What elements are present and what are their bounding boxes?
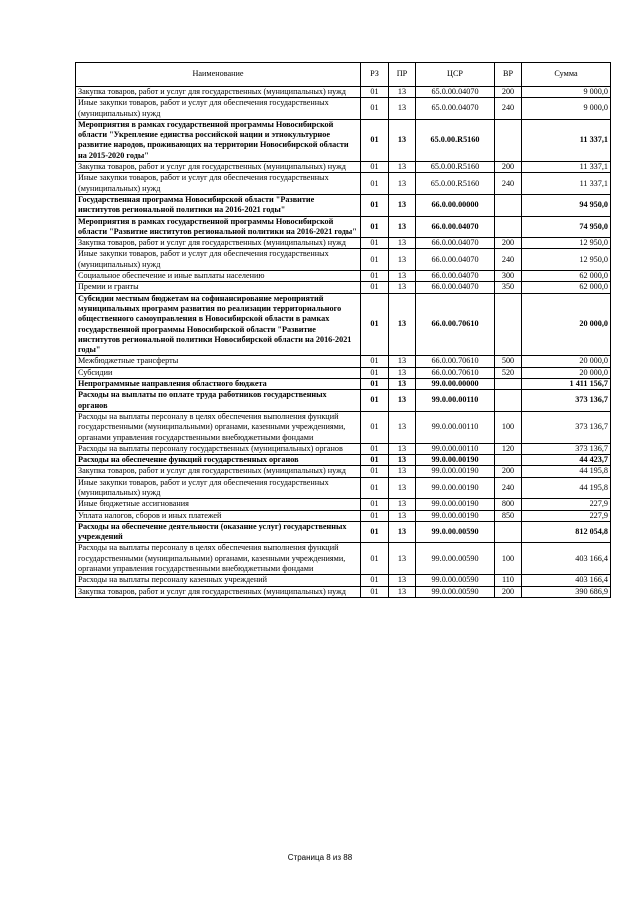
cell-rz: 01 <box>361 477 389 499</box>
table-row <box>76 271 611 282</box>
table-row <box>76 477 611 499</box>
cell-vr: 240 <box>495 249 522 271</box>
cell-pr: 13 <box>389 238 416 249</box>
cell-csr: 99.0.00.00000 <box>416 379 495 390</box>
cell-name: Субсидии местным бюджетам на софинансирование мероприятий муниципальных программ развития по реализации территориального общественного самоуправления в Новосибирской области в рамках государственной программы Новосибирской области "Развитие институтов региональной политики Новосибирской области на 2016-2021 годы" <box>76 293 361 356</box>
cell-name: Закупка товаров, работ и услуг для государственных (муниципальных) нужд <box>76 238 361 249</box>
cell-csr: 66.0.00.04070 <box>416 271 495 282</box>
cell-rz: 01 <box>361 379 389 390</box>
table-header-row <box>76 63 611 87</box>
cell-csr: 99.0.00.00110 <box>416 411 495 443</box>
cell-sum: 20 000,0 <box>522 367 611 378</box>
cell-name: Премии и гранты <box>76 282 361 293</box>
cell-name: Государственная программа Новосибирской области "Развитие институтов региональной политики на 2016-2021 годы" <box>76 194 361 216</box>
cell-vr: 100 <box>495 411 522 443</box>
cell-rz: 01 <box>361 249 389 271</box>
cell-sum: 373 136,7 <box>522 390 611 412</box>
cell-rz: 01 <box>361 575 389 586</box>
cell-sum: 403 166,4 <box>522 575 611 586</box>
table-row <box>76 443 611 454</box>
cell-csr: 65.0.00.R5160 <box>416 119 495 161</box>
table-row <box>76 238 611 249</box>
cell-vr: 240 <box>495 477 522 499</box>
cell-sum: 11 337,1 <box>522 162 611 173</box>
cell-csr: 66.0.00.04070 <box>416 238 495 249</box>
cell-csr: 99.0.00.00110 <box>416 390 495 412</box>
cell-vr: 200 <box>495 586 522 597</box>
table-row <box>76 216 611 238</box>
cell-rz: 01 <box>361 271 389 282</box>
cell-csr: 99.0.00.00190 <box>416 510 495 521</box>
table-row <box>76 293 611 356</box>
cell-sum: 12 950,0 <box>522 249 611 271</box>
cell-sum: 1 411 156,7 <box>522 379 611 390</box>
cell-rz: 01 <box>361 194 389 216</box>
cell-pr: 13 <box>389 271 416 282</box>
cell-name: Расходы на обеспечение деятельности (оказание услуг) государственных учреждений <box>76 521 361 543</box>
cell-csr: 99.0.00.00590 <box>416 575 495 586</box>
cell-csr: 99.0.00.00190 <box>416 455 495 466</box>
table-row <box>76 379 611 390</box>
cell-pr: 13 <box>389 216 416 238</box>
cell-pr: 13 <box>389 499 416 510</box>
cell-pr: 13 <box>389 543 416 575</box>
cell-pr: 13 <box>389 162 416 173</box>
cell-csr: 99.0.00.00190 <box>416 499 495 510</box>
cell-vr: 200 <box>495 466 522 477</box>
cell-sum: 44 423,7 <box>522 455 611 466</box>
cell-pr: 13 <box>389 466 416 477</box>
cell-sum: 403 166,4 <box>522 543 611 575</box>
cell-sum: 74 950,0 <box>522 216 611 238</box>
cell-vr <box>495 379 522 390</box>
cell-name: Субсидии <box>76 367 361 378</box>
cell-csr: 66.0.00.04070 <box>416 216 495 238</box>
page-footer: Страница 8 из 88 <box>287 853 353 862</box>
cell-pr: 13 <box>389 510 416 521</box>
table-row <box>76 521 611 543</box>
cell-rz: 01 <box>361 466 389 477</box>
cell-pr: 13 <box>389 367 416 378</box>
cell-sum: 94 950,0 <box>522 194 611 216</box>
cell-vr: 200 <box>495 238 522 249</box>
cell-pr: 13 <box>389 173 416 195</box>
cell-name: Непрограммные направления областного бюджета <box>76 379 361 390</box>
cell-rz: 01 <box>361 87 389 98</box>
cell-csr: 99.0.00.00190 <box>416 466 495 477</box>
cell-rz: 01 <box>361 282 389 293</box>
cell-vr: 200 <box>495 162 522 173</box>
cell-pr: 13 <box>389 411 416 443</box>
cell-pr: 13 <box>389 575 416 586</box>
cell-name: Расходы на выплаты персоналу в целях обеспечения выполнения функций государственными (муниципальными) органами, казенными учреждениями, органами управления государственными внебюджетными фондами <box>76 411 361 443</box>
cell-sum: 44 195,8 <box>522 466 611 477</box>
table-row <box>76 367 611 378</box>
cell-name: Уплата налогов, сборов и иных платежей <box>76 510 361 521</box>
cell-name: Мероприятия в рамках государственной программы Новосибирской области "Укрепление единства российской нации и этнокультурное развитие народов, проживающих на территории Новосибирской области на 2015-2020 годы" <box>76 119 361 161</box>
cell-vr: 120 <box>495 443 522 454</box>
cell-csr: 99.0.00.00190 <box>416 477 495 499</box>
header-name: Наименование <box>76 63 361 87</box>
cell-rz: 01 <box>361 499 389 510</box>
cell-pr: 13 <box>389 390 416 412</box>
cell-name: Расходы на обеспечение функций государственных органов <box>76 455 361 466</box>
table-row <box>76 586 611 597</box>
cell-name: Расходы на выплаты по оплате труда работников государственных органов <box>76 390 361 412</box>
cell-vr: 850 <box>495 510 522 521</box>
header-rz: РЗ <box>361 63 389 87</box>
cell-sum: 812 054,8 <box>522 521 611 543</box>
cell-name: Иные закупки товаров, работ и услуг для обеспечения государственных (муниципальных) нужд <box>76 173 361 195</box>
table-row <box>76 466 611 477</box>
cell-sum: 9 000,0 <box>522 87 611 98</box>
cell-vr: 300 <box>495 271 522 282</box>
cell-csr: 99.0.00.00590 <box>416 521 495 543</box>
cell-pr: 13 <box>389 282 416 293</box>
cell-name: Иные закупки товаров, работ и услуг для обеспечения государственных (муниципальных) нужд <box>76 249 361 271</box>
cell-name: Закупка товаров, работ и услуг для государственных (муниципальных) нужд <box>76 87 361 98</box>
cell-vr: 800 <box>495 499 522 510</box>
cell-vr <box>495 390 522 412</box>
cell-csr: 66.0.00.04070 <box>416 249 495 271</box>
table-row <box>76 390 611 412</box>
cell-pr: 13 <box>389 249 416 271</box>
cell-rz: 01 <box>361 173 389 195</box>
cell-rz: 01 <box>361 367 389 378</box>
cell-sum: 373 136,7 <box>522 411 611 443</box>
cell-pr: 13 <box>389 293 416 356</box>
header-pr: ПР <box>389 63 416 87</box>
cell-sum: 62 000,0 <box>522 271 611 282</box>
cell-vr: 240 <box>495 98 522 120</box>
cell-sum: 62 000,0 <box>522 282 611 293</box>
cell-rz: 01 <box>361 521 389 543</box>
cell-name: Закупка товаров, работ и услуг для государственных (муниципальных) нужд <box>76 162 361 173</box>
cell-rz: 01 <box>361 356 389 367</box>
cell-sum: 20 000,0 <box>522 293 611 356</box>
cell-vr: 350 <box>495 282 522 293</box>
budget-table <box>75 62 611 598</box>
cell-sum: 390 686,9 <box>522 586 611 597</box>
cell-csr: 66.0.00.70610 <box>416 367 495 378</box>
header-csr: ЦСР <box>416 63 495 87</box>
table-row <box>76 87 611 98</box>
table-row <box>76 173 611 195</box>
cell-sum: 11 337,1 <box>522 173 611 195</box>
cell-csr: 65.0.00.R5160 <box>416 173 495 195</box>
cell-name: Закупка товаров, работ и услуг для государственных (муниципальных) нужд <box>76 586 361 597</box>
header-vr: ВР <box>495 63 522 87</box>
cell-vr <box>495 455 522 466</box>
cell-rz: 01 <box>361 98 389 120</box>
cell-sum: 44 195,8 <box>522 477 611 499</box>
cell-csr: 66.0.00.04070 <box>416 282 495 293</box>
cell-csr: 66.0.00.00000 <box>416 194 495 216</box>
cell-vr: 200 <box>495 87 522 98</box>
cell-name: Расходы на выплаты персоналу казенных учреждений <box>76 575 361 586</box>
cell-vr <box>495 216 522 238</box>
table-row <box>76 575 611 586</box>
cell-name: Иные закупки товаров, работ и услуг для обеспечения государственных (муниципальных) нужд <box>76 477 361 499</box>
cell-rz: 01 <box>361 390 389 412</box>
cell-name: Иные закупки товаров, работ и услуг для обеспечения государственных (муниципальных) нужд <box>76 98 361 120</box>
cell-pr: 13 <box>389 477 416 499</box>
cell-pr: 13 <box>389 443 416 454</box>
table-row <box>76 543 611 575</box>
cell-rz: 01 <box>361 119 389 161</box>
cell-vr: 520 <box>495 367 522 378</box>
cell-pr: 13 <box>389 356 416 367</box>
cell-name: Социальное обеспечение и иные выплаты населению <box>76 271 361 282</box>
cell-rz: 01 <box>361 455 389 466</box>
cell-rz: 01 <box>361 162 389 173</box>
cell-rz: 01 <box>361 293 389 356</box>
cell-sum: 20 000,0 <box>522 356 611 367</box>
cell-sum: 9 000,0 <box>522 98 611 120</box>
cell-rz: 01 <box>361 443 389 454</box>
cell-csr: 66.0.00.70610 <box>416 293 495 356</box>
cell-name: Закупка товаров, работ и услуг для государственных (муниципальных) нужд <box>76 466 361 477</box>
cell-vr <box>495 194 522 216</box>
cell-name: Иные бюджетные ассигнования <box>76 499 361 510</box>
cell-pr: 13 <box>389 586 416 597</box>
cell-rz: 01 <box>361 543 389 575</box>
table-row <box>76 162 611 173</box>
cell-rz: 01 <box>361 510 389 521</box>
table-row <box>76 119 611 161</box>
table-row <box>76 499 611 510</box>
cell-sum: 373 136,7 <box>522 443 611 454</box>
cell-csr: 65.0.00.R5160 <box>416 162 495 173</box>
cell-vr: 500 <box>495 356 522 367</box>
cell-pr: 13 <box>389 87 416 98</box>
cell-vr: 240 <box>495 173 522 195</box>
cell-vr <box>495 293 522 356</box>
cell-pr: 13 <box>389 194 416 216</box>
cell-pr: 13 <box>389 521 416 543</box>
cell-pr: 13 <box>389 379 416 390</box>
cell-name: Расходы на выплаты персоналу в целях обеспечения выполнения функций государственными (муниципальными) органами, казенными учреждениями, органами управления государственными внебюджетными фондами <box>76 543 361 575</box>
cell-pr: 13 <box>389 119 416 161</box>
cell-sum: 11 337,1 <box>522 119 611 161</box>
cell-csr: 99.0.00.00110 <box>416 443 495 454</box>
cell-name: Расходы на выплаты персоналу государственных (муниципальных) органов <box>76 443 361 454</box>
cell-sum: 227,9 <box>522 499 611 510</box>
cell-sum: 227,9 <box>522 510 611 521</box>
table-row <box>76 98 611 120</box>
cell-vr: 110 <box>495 575 522 586</box>
cell-vr <box>495 119 522 161</box>
cell-pr: 13 <box>389 98 416 120</box>
cell-rz: 01 <box>361 216 389 238</box>
cell-csr: 65.0.00.04070 <box>416 98 495 120</box>
cell-csr: 66.0.00.70610 <box>416 356 495 367</box>
cell-pr: 13 <box>389 455 416 466</box>
table-row <box>76 411 611 443</box>
cell-name: Межбюджетные трансферты <box>76 356 361 367</box>
cell-vr <box>495 521 522 543</box>
table-row <box>76 282 611 293</box>
cell-name: Мероприятия в рамках государственной программы Новосибирской области "Развитие институтов региональной политики на 2016-2021 годы" <box>76 216 361 238</box>
cell-rz: 01 <box>361 238 389 249</box>
table-row <box>76 455 611 466</box>
table-row <box>76 356 611 367</box>
cell-csr: 99.0.00.00590 <box>416 543 495 575</box>
table-row <box>76 510 611 521</box>
header-sum: Сумма <box>522 63 611 87</box>
cell-rz: 01 <box>361 586 389 597</box>
cell-vr: 100 <box>495 543 522 575</box>
table-row <box>76 249 611 271</box>
cell-csr: 65.0.00.04070 <box>416 87 495 98</box>
cell-sum: 12 950,0 <box>522 238 611 249</box>
table-row <box>76 194 611 216</box>
cell-rz: 01 <box>361 411 389 443</box>
cell-csr: 99.0.00.00590 <box>416 586 495 597</box>
